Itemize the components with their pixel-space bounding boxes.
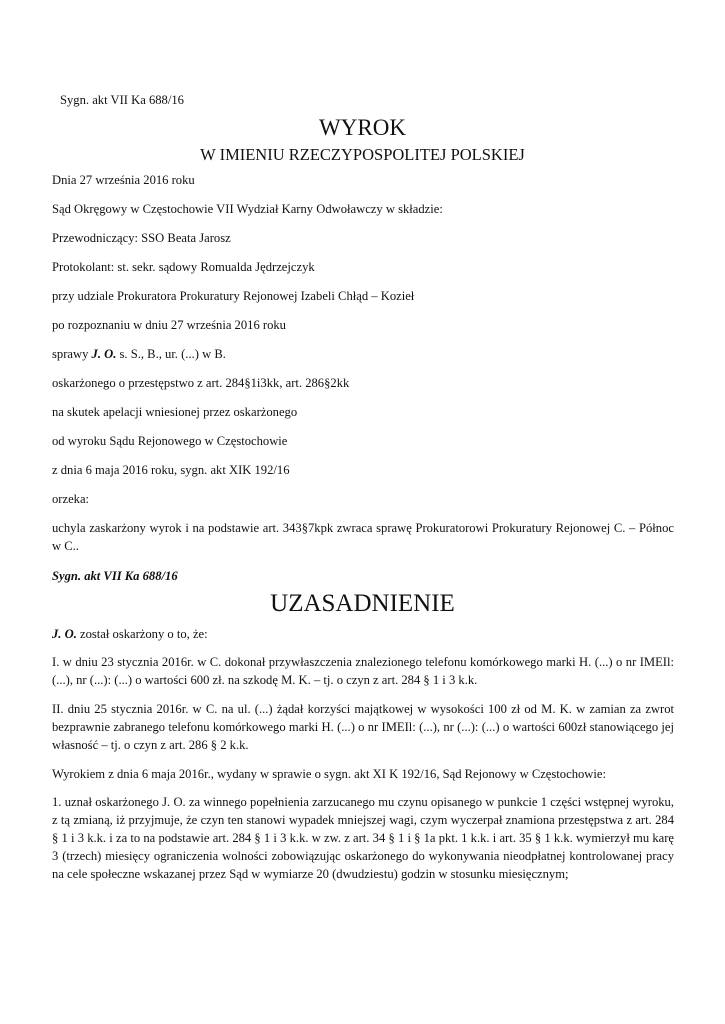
justification-intro: [52, 626, 208, 642]
case-suffix: s. S., B., ur. (...) w B.: [116, 347, 226, 361]
charge: oskarżonego o przestępstwo z art. 284§1i3kk, art. 286§2kk: [52, 376, 350, 390]
document-title: WYROK: [319, 115, 406, 140]
chairperson: Przewodniczący: SSO Beata Jarosz: [52, 231, 231, 245]
court-composition: Sąd Okręgowy w Częstochowie VII Wydział Karny Odwoławczy w składzie:: [52, 202, 443, 216]
defendant-name: J. O.: [91, 347, 117, 361]
case-signature: Sygn. akt VII Ka 688/16: [60, 93, 184, 107]
charge-point-1: I. w dniu 23 stycznia 2016r. w C. dokonał przywłaszczenia znalezionego telefonu komórkowego marki H. (...) o nr IMEIl: (...), nr (...): (...) o wartości 600 zł. na szkodę M. K. – tj. o czyn z art. 284 § 1 i 3 k.k.: [52, 655, 674, 687]
intro-rest: został oskarżony o to, że:: [76, 627, 208, 641]
defendant-name: J. O.: [52, 627, 77, 641]
judgment-item-1: 1. uznał oskarżonego J. O. za winnego popełnienia zarzucanego mu czynu opisanego w punkcie 1 części wstępnej wyroku, z tą zmianą, iż przyjmuje, że czyn ten stanowi wypadek mniejszej wagi, czym wyczerpał znamiona przestępstwa z art. 284 § 1 i 3 k.k. i za to na podstawie art. 284 § 1 i 3 k.k. w zw. z art. 34 § 1 i § 1a pkt. 1 k.k. i art. 35 § 1 k.k. wymierzył mu karę 3 (trzech) miesięcy ograniczenia wolności zobowiązując oskarżonego do wykonywania nieodpłatnej kontrolowanej pracy na cele społeczne wskazanej przez Sąd w wymiarze 20 (dwudziestu) godzin w stosunku miesięcznym;: [52, 795, 674, 881]
justification-signature: Sygn. akt VII Ka 688/16: [52, 569, 178, 583]
judgment-intro: Wyrokiem z dnia 6 maja 2016r., wydany w sprawie o sygn. akt XI K 192/16, Sąd Rejonowy w Częstochowie:: [52, 767, 606, 781]
document-subtitle: W IMIENIU RZECZYPOSPOLITEJ POLSKIEJ: [200, 145, 525, 164]
justification-title: UZASADNIENIE: [270, 590, 455, 617]
clerk: Protokolant: st. sekr. sądowy Romualda Jędrzejczyk: [52, 260, 315, 274]
lower-court-date: z dnia 6 maja 2016 roku, sygn. akt XIK 192/16: [52, 463, 290, 477]
hearing-date: po rozpoznaniu w dniu 27 września 2016 roku: [52, 318, 286, 332]
case-prefix: sprawy: [52, 347, 92, 361]
prosecutor: przy udziale Prokuratora Prokuratury Rejonowej Izabeli Chłąd – Kozieł: [52, 289, 415, 303]
case-line: [52, 346, 226, 362]
appeal: na skutek apelacji wniesionej przez oskarżonego: [52, 405, 298, 419]
charge-point-2: II. dniu 25 stycznia 2016r. w C. na ul. (...) żądał korzyści majątkowej w wysokości 100 zł od M. K. w zamian za zwrot bezprawnie zabranego telefonu komórkowego marki H. (...) o nr IMEIl: (...), nr (...): (...) o wartości 600zł stanowiącego jej własność – tj. o czyn z art. 286 § 2 k.k.: [52, 702, 674, 752]
decision: uchyla zaskarżony wyrok i na podstawie art. 343§7kpk zwraca sprawę Prokuratorowi Prokuratury Rejonowej C. – Północ w C..: [52, 521, 674, 553]
lower-court: od wyroku Sądu Rejonowego w Częstochowie: [52, 434, 288, 448]
rules-label: orzeka:: [52, 492, 90, 506]
verdict-date: Dnia 27 września 2016 roku: [52, 173, 195, 187]
